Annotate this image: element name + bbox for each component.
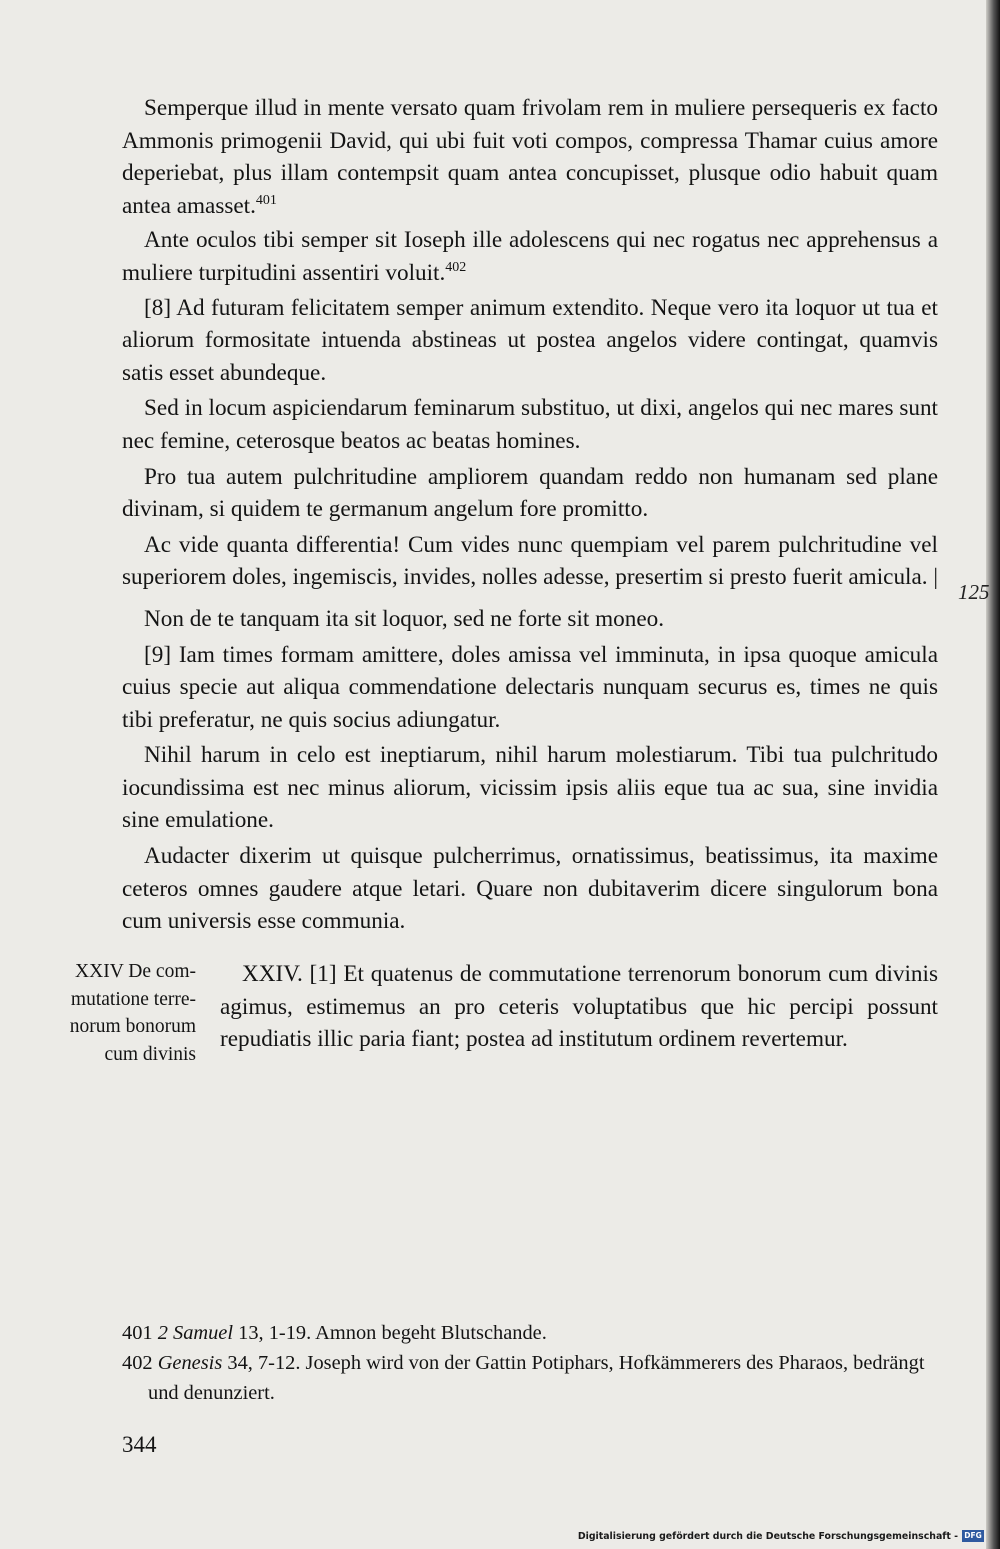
page-edge-shadow — [986, 0, 1000, 1549]
footnote-number: 402 — [122, 1352, 153, 1374]
paragraph: Audacter dixerim ut quisque pulcherrimus, ornatissimus, beatissimus, ita maxime ceteros omnes gaudere atque letari. Quare non dubitaverim dicere singulorum bona cum universis esse communia. — [122, 843, 938, 935]
marginal-line: cum divinis — [104, 1043, 196, 1065]
paragraph: Ac vide quanta differentia! Cum vides nunc quempiam vel parem pulchritudine vel superiorem doles, ingemiscis, invides, nolles adesse, presertim si presto fuerit amicula. | — [122, 531, 939, 591]
footnote-401 — [122, 1318, 952, 1348]
original-page-reference: 125 — [958, 580, 990, 604]
footnote-marker[interactable]: 402 — [445, 259, 467, 275]
paragraph — [122, 224, 938, 289]
cited-work: 2 Samuel — [157, 1322, 234, 1344]
paragraph: Non de te tanquam ita sit loquor, sed ne forte sit moneo. — [144, 605, 665, 632]
main-text — [122, 92, 938, 941]
footnote-402 — [122, 1348, 952, 1408]
footnote-text: 13, 1-19. Amnon begeht Blutschande. — [238, 1322, 547, 1344]
paragraph: Sed in locum aspiciendarum feminarum substituo, ut dixi, angelos qui nec mares sunt nec femine, ceterosque beatos ac beatas homines. — [122, 395, 938, 454]
page-number: 344 — [122, 1432, 157, 1457]
paragraph: [8] Ad futuram felicitatem semper animum extendito. Neque vero ita loquor ut tua et aliorum formositate intuenda abstineas ut postea angelos videre contingat, quamvis satis esset abundeque. — [122, 294, 938, 386]
marginal-line: mutatione terre- — [70, 988, 196, 1010]
section-text: XXIV. [1] Et quatenus de commutatione terrenorum bonorum cum divinis agimus, estimemus an pro ceteris voluptatibus que hic percipi possunt repudiatis illic paria fiant; postea ad institutum ordinem revertemur. — [220, 961, 938, 1053]
paragraph-text: Semperque illud in mente versato quam frivolam rem in muliere persequeris ex facto Ammonis primogenii David, qui ubi fuit voti compos, compressa Thamar cuius amore deperiebat, plus illam contempsit quam antea concupisset, plusque odio habuit quam antea amasset. — [122, 95, 938, 219]
dfg-logo: DFG — [962, 1530, 984, 1542]
marginal-line: XXIV De com- — [75, 961, 196, 982]
paragraph: [9] Iam times formam amittere, doles amissa vel imminuta, in ipsa quoque amicula cuius specie aut aliqua commendatione delectaris nunquam securus es, times ne quis tibi preferatur, ne quis socius adiungatur. — [122, 641, 938, 733]
footnote-text: 34, 7-12. Joseph wird von der Gattin Potiphars, Hofkämmerers des Pharaos, bedrängt und denunziert. — [148, 1352, 925, 1404]
marginal-heading — [40, 958, 196, 1068]
footnote-marker[interactable]: 401 — [255, 192, 277, 208]
footnotes — [122, 1318, 952, 1408]
paragraph-text: Ante oculos tibi semper sit Ioseph ille adolescens qui nec rogatus nec apprehensus a muliere turpitudini assentiri voluit. — [122, 227, 938, 286]
footnote-number: 401 — [122, 1322, 153, 1344]
paragraph: Pro tua autem pulchritudine ampliorem quandam reddo non humanam sed plane divinam, si quidem te germanum angelum fore promitto. — [122, 463, 938, 523]
cited-work: Genesis — [157, 1352, 223, 1374]
marginal-line: norum bonorum — [69, 1016, 196, 1037]
paragraph: Nihil harum in celo est ineptiarum, nihil harum molestiarum. Tibi tua pulchritudo iocundissima est nec minus aliorum, vicissim ipsis aliis eque tua ac sua, sine invidia sine emulatione. — [122, 742, 938, 834]
digitization-credit: Digitalisierung gefördert durch die Deutsche Forschungsgemeinschaft - — [577, 1531, 958, 1542]
paragraph — [122, 92, 938, 222]
